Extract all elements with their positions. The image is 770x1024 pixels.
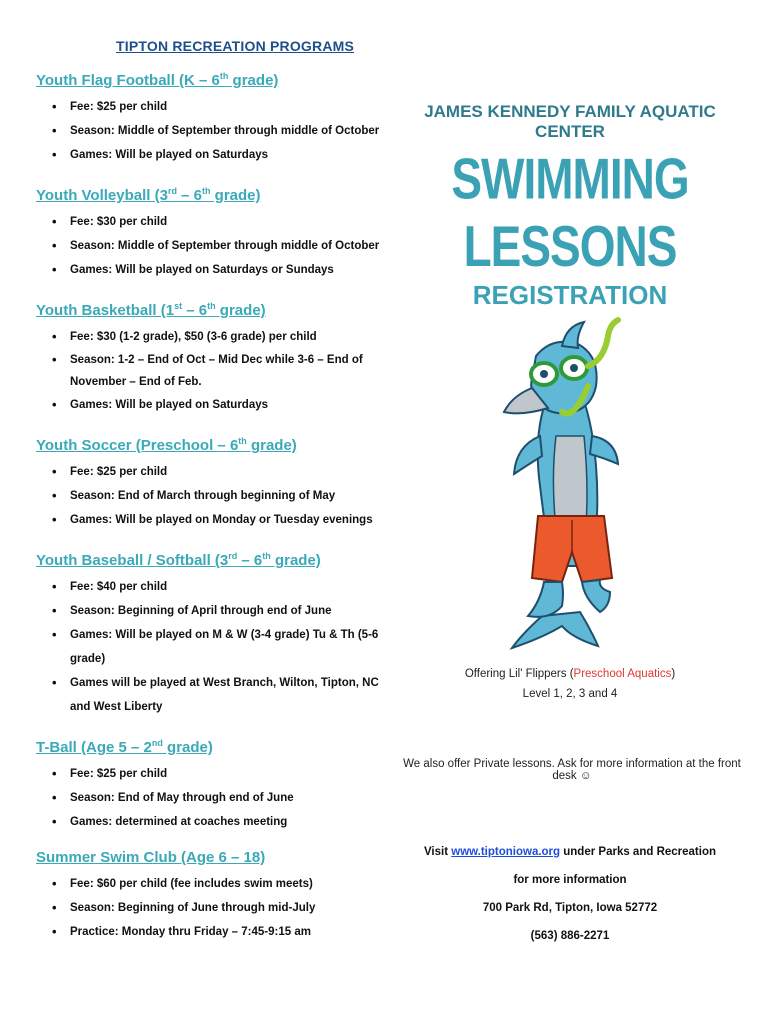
list-item: • Games: Will be played on Monday or Tuesday evenings: [52, 508, 396, 532]
levels-text: Level 1, 2, 3 and 4: [522, 688, 618, 700]
offer-text: Offering Lil' Flippers (Preschool Aquatics) Level 1, 2, 3 and 4: [400, 664, 740, 704]
program-title: Youth Volleyball (3rd – 6th grade): [36, 186, 261, 204]
programs-title: TIPTON RECREATION PROGRAMS: [116, 38, 355, 54]
program-soccer: [36, 431, 396, 532]
program-basketball: [36, 296, 396, 417]
dolphin-mascot-icon: [492, 316, 662, 656]
website-link[interactable]: www.tiptoniowa.org: [451, 846, 561, 858]
list-item: • Games: Will be played on Saturdays: [52, 143, 396, 167]
list-item: • Games: determined at coaches meeting: [52, 810, 396, 834]
list-item: • Season: End of March through beginning of May: [52, 484, 396, 508]
list-item: • Season: End of May through end of June: [52, 786, 396, 810]
list-item: • Games will be played at West Branch, Wilton, Tipton, NC and West Liberty: [52, 671, 396, 719]
program-volleyball: [36, 181, 396, 282]
private-lessons-note: We also offer Private lessons. Ask for more information at the front desk ☺: [403, 758, 741, 782]
list-item: • Practice: Monday thru Friday – 7:45-9:15 am: [52, 920, 396, 944]
program-flag-football: [36, 66, 396, 167]
phone-text: (563) 886-2271: [530, 930, 610, 942]
list-item: • Fee: $40 per child: [52, 575, 396, 599]
registration-heading: REGISTRATION: [472, 280, 668, 310]
list-item: • Season: Middle of September through middle of October: [52, 234, 396, 258]
list-item: • Fee: $25 per child: [52, 460, 396, 484]
aquatic-center-name: JAMES KENNEDY FAMILY AQUATIC CENTER: [424, 102, 716, 141]
list-item: • Season: Beginning of April through end of June: [52, 599, 396, 623]
program-title: Youth Baseball / Softball (3rd – 6th grade): [36, 551, 321, 569]
programs-column: [36, 38, 396, 958]
list-item: • Games: Will be played on Saturdays: [52, 393, 396, 417]
more-info-text: for more information: [513, 874, 627, 886]
list-item: • Season: Middle of September through middle of October: [52, 119, 396, 143]
swimming-lessons-headline: SWIMMING LESSONS: [451, 145, 689, 279]
list-item: • Fee: $25 per child: [52, 95, 396, 119]
list-item: • Games: Will be played on Saturdays or Sundays: [52, 258, 396, 282]
program-baseball-softball: [36, 546, 396, 719]
program-swim-club: [36, 848, 396, 944]
list-item: • Season: 1-2 – End of Oct – Mid Dec while 3-6 – End of November – End of Feb.: [52, 349, 396, 393]
contact-info: Visit www.tiptoniowa.org under Parks and Recreation for more information 700 Park Rd, Tipton, Iowa 52772 (563) 886-2271: [400, 838, 740, 950]
list-item: • Season: Beginning of June through mid-July: [52, 896, 396, 920]
list-item: • Games: Will be played on M & W (3-4 grade) Tu & Th (5-6 grade): [52, 623, 396, 671]
list-item: • Fee: $30 per child: [52, 210, 396, 234]
program-title: Youth Basketball (1st – 6th grade): [36, 301, 266, 319]
program-title: Youth Soccer (Preschool – 6th grade): [36, 436, 297, 454]
list-item: • Fee: $30 (1-2 grade), $50 (3-6 grade) per child: [52, 325, 396, 349]
program-title: Youth Flag Football (K – 6th grade): [36, 71, 279, 89]
address-text: 700 Park Rd, Tipton, Iowa 52772: [482, 902, 658, 914]
list-item: • Fee: $60 per child (fee includes swim meets): [52, 872, 396, 896]
list-item: • Fee: $25 per child: [52, 762, 396, 786]
program-title: Summer Swim Club (Age 6 – 18): [36, 849, 266, 866]
program-title: T-Ball (Age 5 – 2nd grade): [36, 738, 213, 756]
program-t-ball: [36, 733, 396, 834]
